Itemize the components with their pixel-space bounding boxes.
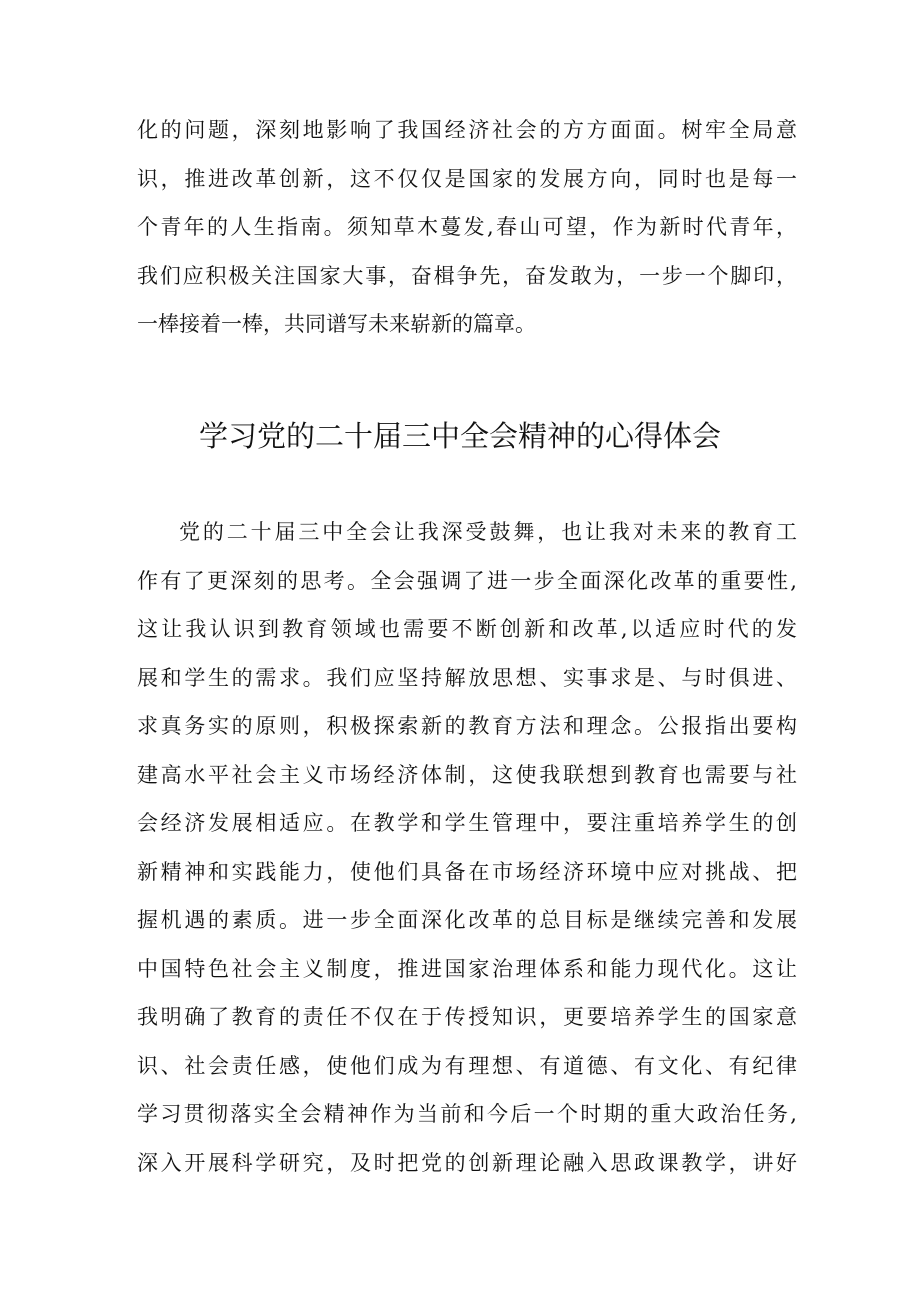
paragraph-line: 学习贯彻落实全会精神作为当前和今后一个时期的重大政治任务, <box>137 1102 797 1126</box>
paragraph-line: 个青年的人生指南。须知草木蔓发,春山可望，作为新时代青年， <box>137 215 797 239</box>
paragraph-line: 识、社会责任感，使他们成为有理想、有道德、有文化、有纪律 <box>137 1053 797 1078</box>
paragraph-line: 我们应积极关注国家大事，奋楫争先，奋发敢为，一步一个脚印， <box>137 263 797 288</box>
paragraph-line: 新精神和实践能力，使他们具备在市场经济环境中应对挑战、把 <box>137 859 797 884</box>
paragraph-line: 这让我认识到教育领域也需要不断创新和改革,以适应时代的发 <box>137 617 797 641</box>
paragraph-line: 一棒接着一棒，共同谱写未来崭新的篇章。 <box>137 312 536 336</box>
article-title: 学习党的二十届三中全会精神的心得体会 <box>198 419 721 453</box>
paragraph-line: 化的问题，深刻地影响了我国经济社会的方方面面。树牢全局意 <box>137 118 797 142</box>
paragraph-line: 作有了更深刻的思考。全会强调了进一步全面深化改革的重要性, <box>137 568 797 593</box>
paragraph-line: 展和学生的需求。我们应坚持解放思想、实事求是、与时俱进、 <box>137 665 797 690</box>
paragraph-line: 深入开展科学研究，及时把党的创新理论融入思政课教学，讲好 <box>137 1150 797 1175</box>
body-paragraph <box>137 508 797 1187</box>
paragraph-line: 建高水平社会主义市场经济体制，这使我联想到教育也需要与社 <box>137 762 797 787</box>
paragraph-line: 握机遇的素质。进一步全面深化改革的总目标是继续完善和发展 <box>137 908 797 932</box>
paragraph-line: 求真务实的原则，积极探索新的教育方法和理念。公报指出要构 <box>137 714 797 738</box>
paragraph-line: 中国特色社会主义制度，推进国家治理体系和能力现代化。这让 <box>137 956 797 981</box>
paragraph-line: 党的二十届三中全会让我深受鼓舞，也让我对未来的教育工 <box>179 520 797 544</box>
paragraph-line: 会经济发展相适应。在教学和学生管理中，要注重培养学生的创 <box>137 811 797 835</box>
intro-paragraph <box>137 106 797 349</box>
paragraph-line: 我明确了教育的责任不仅在于传授知识，更要培养学生的国家意 <box>137 1005 797 1029</box>
paragraph-line: 识，推进改革创新，这不仅仅是国家的发展方向，同时也是每一 <box>137 166 797 191</box>
